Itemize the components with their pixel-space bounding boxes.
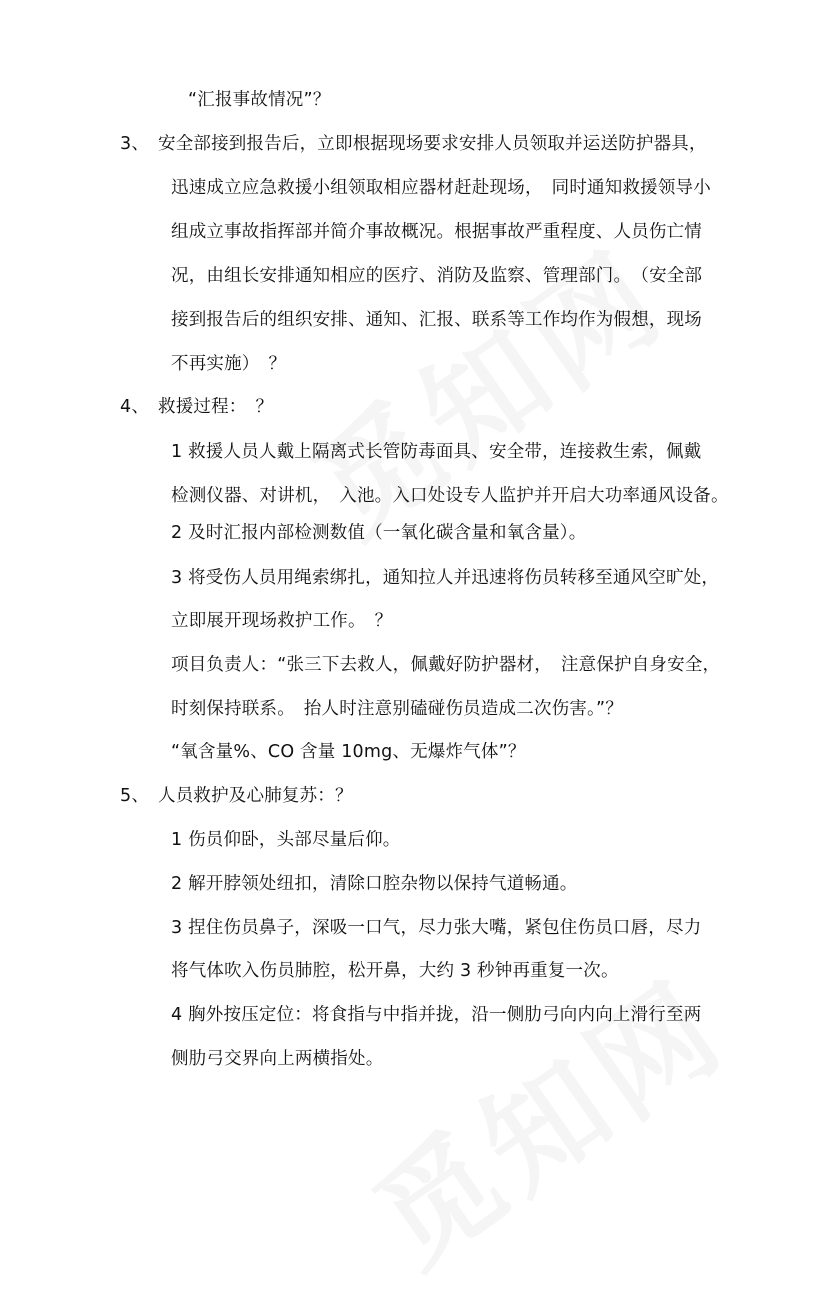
text-line: 检测仪器、对讲机， 入池。入口处设专人监护并开启大功率通风设备。 bbox=[171, 486, 729, 506]
text-line: “汇报事故情况”？ bbox=[188, 90, 331, 110]
text-line: 不再实施） ？ bbox=[171, 354, 287, 374]
text-line: 项目负责人：“张三下去救人，佩戴好防护器材， 注意保护自身安全， bbox=[171, 655, 721, 675]
text-line: 1 救援人员人戴上隔离式长管防毒面具、安全带，连接救生索，佩戴 bbox=[171, 442, 702, 462]
watermark bbox=[276, 204, 694, 569]
text-line: 2 解开脖领处纽扣，清除口腔杂物以保持气道畅通。 bbox=[171, 874, 578, 894]
text-line: 2 及时汇报内部检测数值（一氧化碳含量和氧含量）。 bbox=[171, 523, 587, 543]
text-line: 接到报告后的组织安排、通知、汇报、联系等工作均作为假想，现场 bbox=[171, 310, 702, 330]
text-line: 安全部接到报告后，立即根据现场要求安排人员领取并运送防护器具， bbox=[158, 134, 707, 154]
section-number: 3、 bbox=[120, 134, 150, 154]
section-number: 4、 bbox=[120, 397, 150, 417]
text-line: 3 捏住伤员鼻子，深吸一口气，尽力张大嘴，紧包住伤员口唇，尽力 bbox=[171, 918, 702, 938]
section-number: 5、 bbox=[120, 786, 150, 806]
section-4-heading bbox=[120, 395, 273, 419]
text-line: 人员救护及心肺复苏：？ bbox=[158, 786, 353, 806]
text-line: 立即展开现场救护工作。 ？ bbox=[171, 611, 393, 631]
text-line: 侧肋弓交界向上两横指处。 bbox=[171, 1049, 384, 1069]
section-3-heading bbox=[120, 132, 707, 156]
text-line: 时刻保持联系。 抬人时注意别磕碰伤员造成二次伤害。”？ bbox=[171, 699, 623, 719]
section-5-heading bbox=[120, 784, 353, 808]
text-line: 况，由组长安排通知相应的医疗、消防及监察、管理部门。 （安全部 bbox=[171, 266, 703, 286]
text-line: 1 伤员仰卧，头部尽量后仰。 bbox=[171, 830, 401, 850]
text-line: 4 胸外按压定位：将食指与中指并拢，沿一侧肋弓向内向上滑行至两 bbox=[171, 1005, 702, 1025]
text-line: 将气体吹入伤员肺腔，松开鼻，大约 3 秒钟再重复一次。 bbox=[171, 961, 619, 981]
watermark bbox=[336, 934, 754, 1298]
text-line: 3 将受伤人员用绳索绑扎，通知拉人并迅速将伤员转移至通风空旷处， bbox=[171, 568, 720, 588]
text-line: 迅速成立应急救援小组领取相应器材赶赴现场， 同时通知救援领导小 bbox=[171, 178, 711, 198]
text-line: “氧含量%、CO 含量 10mg、无爆炸气体”？ bbox=[171, 742, 526, 762]
text-line: 救援过程： ？ bbox=[158, 397, 274, 417]
text-line: 组成立事故指挥部并简介事故概况。根据事故严重程度、人员伤亡情 bbox=[171, 222, 702, 242]
